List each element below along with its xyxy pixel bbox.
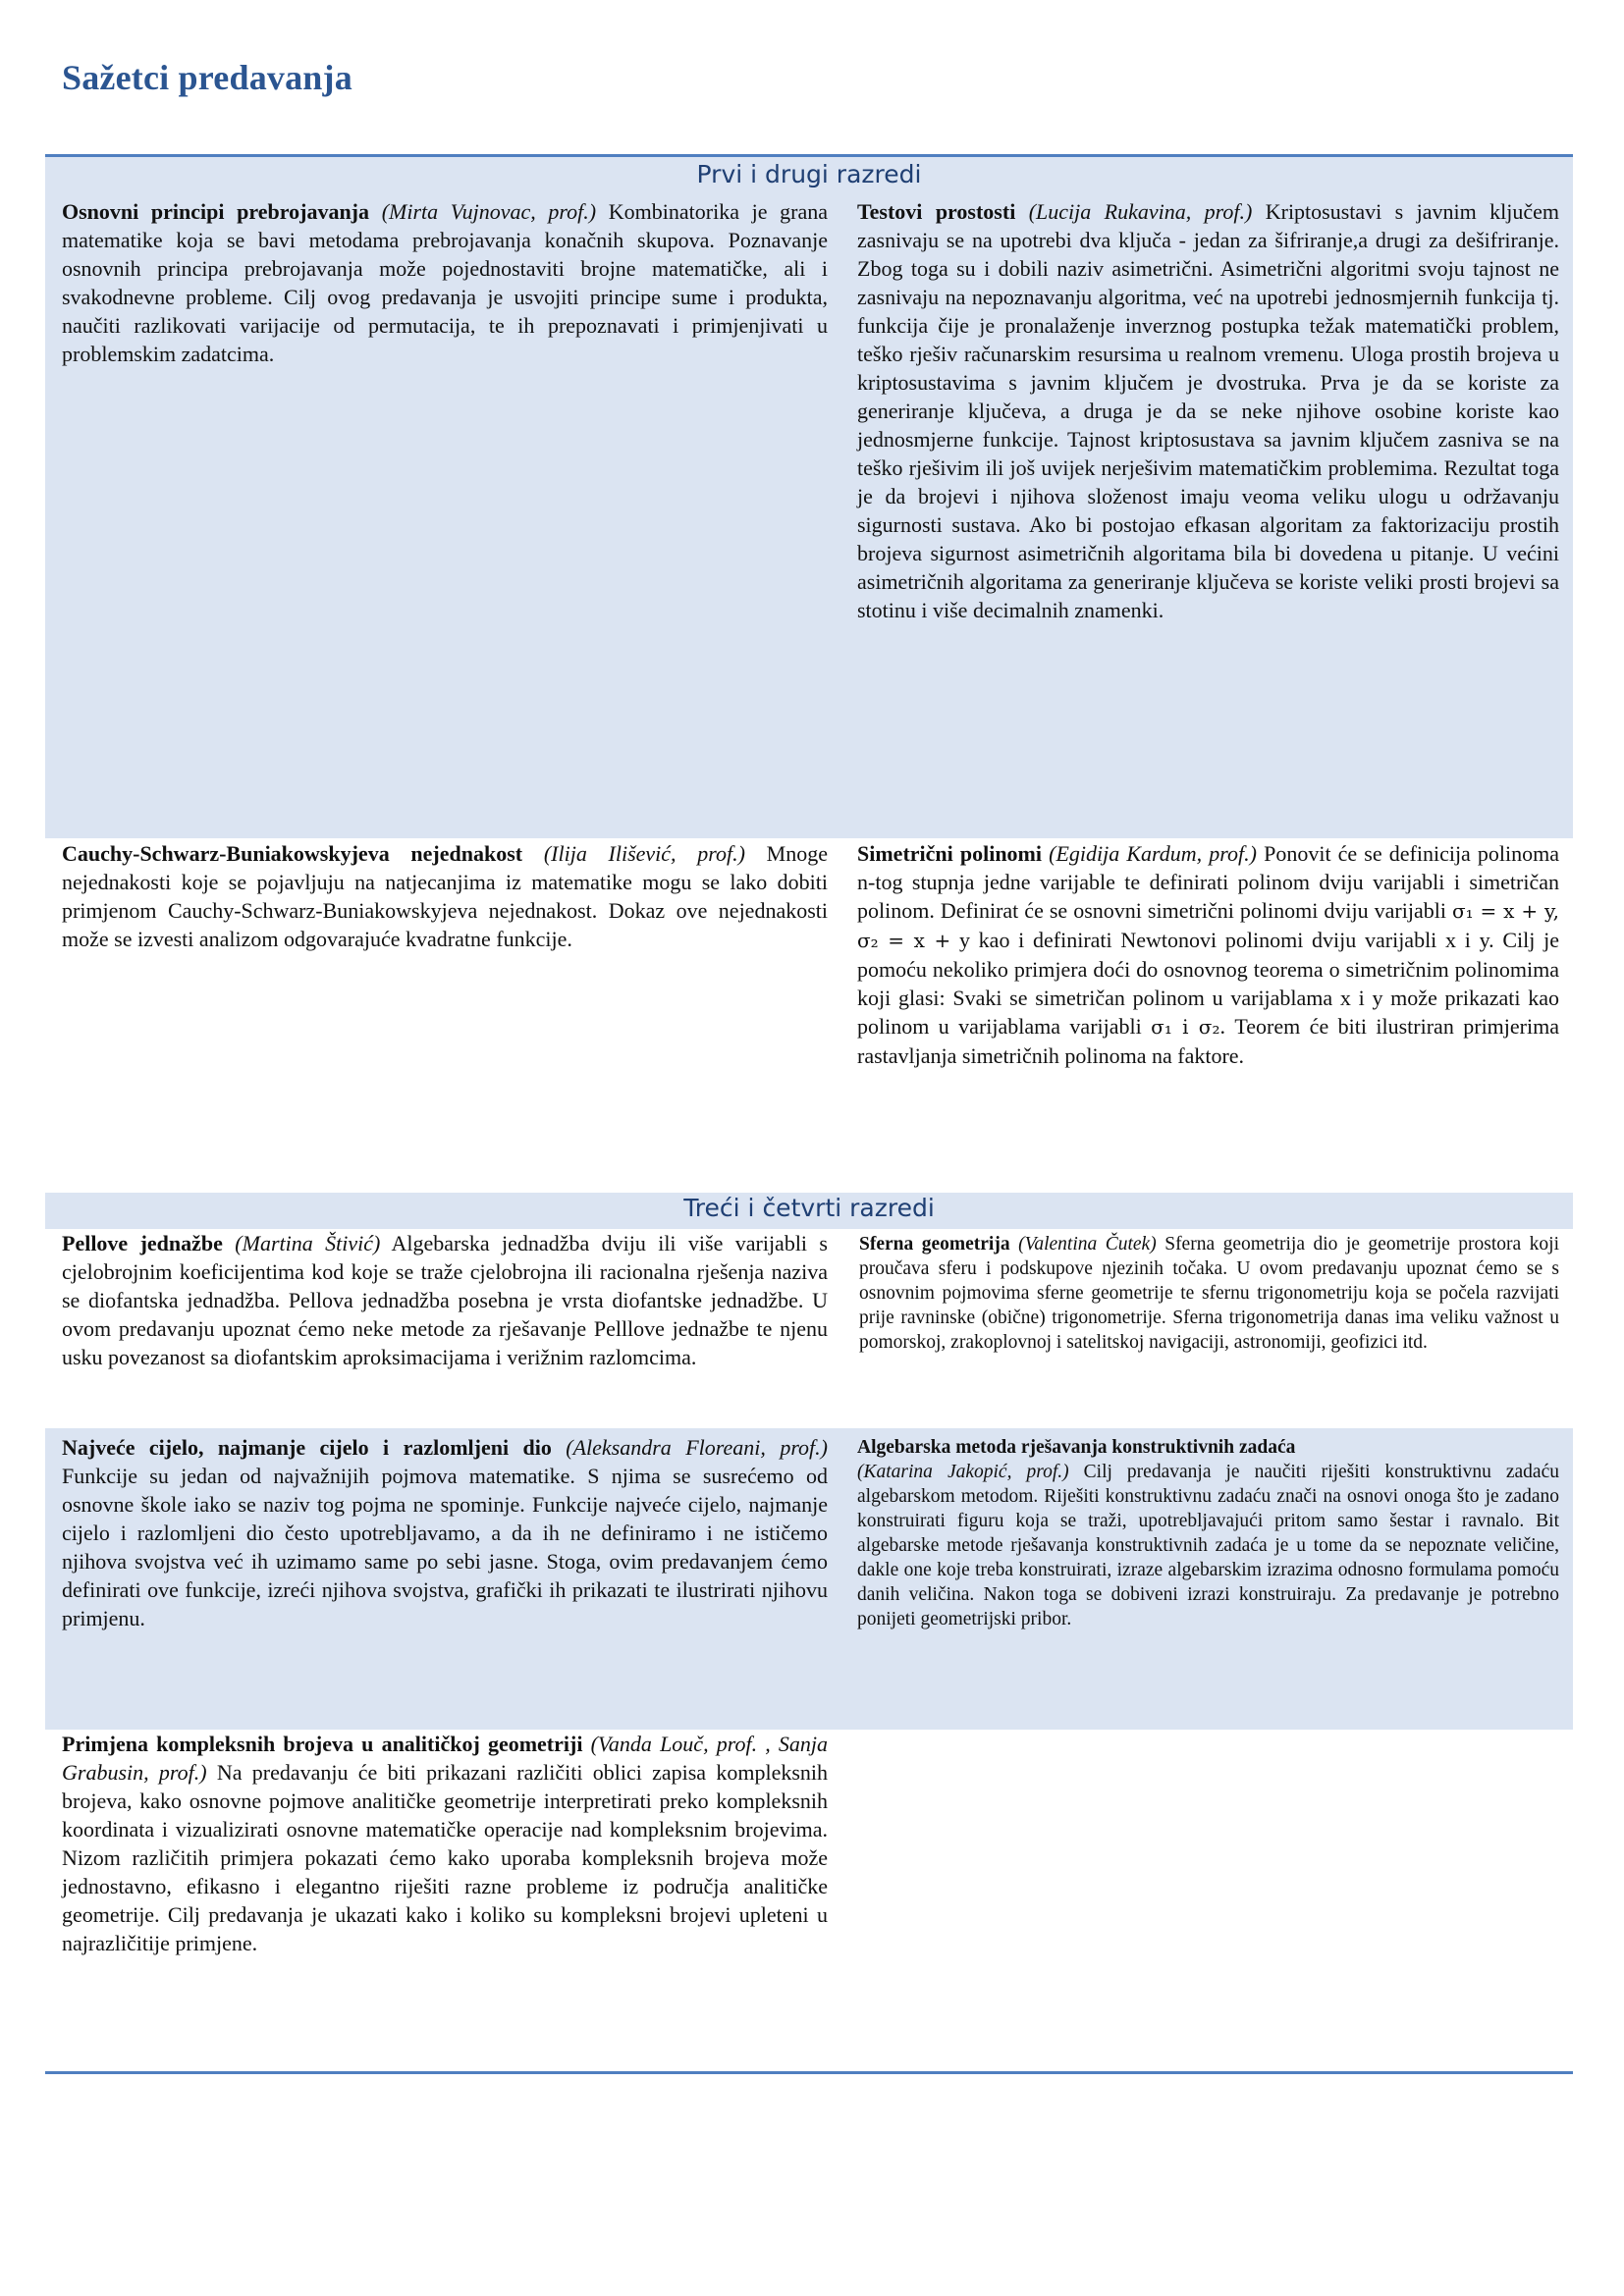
page-title: Sažetci predavanja (62, 58, 352, 97)
section-1-heading: Prvi i drugi razredi (696, 160, 922, 188)
abstract-testovi-prostosti (857, 197, 1559, 624)
abstract-body: Na predavanju će biti prikazani različiti oblici zapisa kompleksnih brojeva, kako osnovne pojmove analitičke geometrije interpretirati preko kompleksnih koordinata i vizualizirati osnovne matematičke operacije nad kompleksnim brojevima. Nizom različitih primjera pokazati ćemo kako uporaba kompleksnih brojeva može jednostavno, efikasno i elegantno riješiti razne probleme iz područja analitičke geometrije. Cilj predavanja je ukazati kako i koliko su kompleksni brojevi upleteni u najrazličitije primjene. (62, 1760, 829, 1955)
abstract-body: Sferna geometrija dio je geometrije prostora koji proučava sferu i podskupove njezinih točaka. U ovom predavanju upoznat ćemo se s osnovnim pojmovima sferne geometrije te sfernu trigonometriju koja se počela razvijati prije ravninske (obične) trigonometrije. Sferna trigonometrija danas ima veliku važnost u pomorskoj, zrakoplovnoj i satelitskoj navigaciji, astronomiji, geofizici itd. (859, 1234, 1560, 1353)
math-expression-2: σ₁ i σ₂ (1151, 1015, 1220, 1039)
abstract-author: (Mirta Vujnovac, prof.) (381, 199, 597, 224)
abstract-body-part-2: y kao i definirati Newtonovi polinomi dviju varijabli x i y. Cilj je pomoću nekoliko primjera doći do osnovnog teorema o simetričnim polinomima koji glasi: Svaki se simetričan polinom u varijablama x i y može prikazati kao polinom u varijablama varijabli (857, 928, 1559, 1039)
abstract-algebarska-metoda (857, 1435, 1559, 1631)
abstract-title: Najveće cijelo, najmanje cijelo i razlomljeni dio (62, 1435, 552, 1460)
abstract-pellove-jednazbe (62, 1229, 828, 1371)
abstract-title: Primjena kompleksnih brojeva u analitičkoj geometriji (62, 1732, 583, 1756)
section-bottom-rule (45, 2071, 1573, 2074)
abstract-author: (Egidija Kardum, prof.) (1049, 841, 1257, 866)
abstract-title: Algebarska metoda rješavanja konstruktivnih zadaća (857, 1437, 1296, 1458)
abstract-body: Kombinatorika je grana matematike koja se bavi metodama prebrojavanja konačnih skupova. Poznavanje osnovnih principa prebrojavanja može pojednostaviti brojne matematičke, ali i svakodnevne probleme. Cilj ovog predavanja je usvojiti principe sume i produkta, naučiti razlikovati varijacije od permutacija, te ih prepoznavati i primjenjivati u problemskim zadatcima. (62, 199, 829, 366)
abstract-body: Funkcije su jedan od najvažnijih pojmova matematike. S njima se susrećemo od osnovne škole iako se naziv tog pojma ne spominje. Funkcije najveće cijelo, najmanje cijelo i razlomljeni dio često upotrebljavamo, a da ih ne definiramo i ne ističemo njihova svojstva već ih uzimamo same po sebi jasne. Stoga, ovim predavanjem ćemo definirati ove funkcije, izreći njihova svojstva, grafički ih prikazati te ilustrirati njihovu primjenu. (62, 1464, 828, 1630)
math-expression-1: σ₁ = x + y, σ₂ = x + (857, 899, 1559, 952)
abstract-author: (Lucija Rukavina, prof.) (1028, 199, 1253, 224)
abstract-body-part-1: Ponovit će se definicija polinoma n-tog stupnja jedne varijable te definirati polinom dviju varijabli i simetričan polinom. Definirat će se osnovni simetrični polinomi dviju varijabli (857, 841, 1560, 923)
abstract-kompleksni-brojevi (62, 1730, 828, 1957)
abstract-osnovni-principi (62, 197, 828, 368)
abstract-title: Pellove jednažbe (62, 1231, 223, 1255)
abstract-author: (Katarina Jakopić, prof.) (857, 1462, 1069, 1482)
abstract-author: (Aleksandra Floreani, prof.) (566, 1435, 828, 1460)
abstract-author: (Martina Štivić) (235, 1231, 381, 1255)
abstract-author: (Vanda Louč, prof. , Sanja Grabusin, prof.) (62, 1732, 829, 1785)
abstract-sferna-geometrija (859, 1232, 1559, 1355)
abstract-author: (Valentina Čutek) (1018, 1234, 1157, 1255)
abstract-simetricni-polinomi (857, 839, 1559, 1070)
section-2-heading: Treći i četvrti razredi (683, 1194, 935, 1222)
abstract-title: Osnovni principi prebrojavanja (62, 199, 370, 224)
abstract-body: Mnoge nejednakosti koje se pojavljuju na natjecanjima iz matematike mogu se lako dobiti primjenom Cauchy-Schwarz-Buniakowskyjeva nejednakost. Dokaz ove nejednakosti može se izvesti analizom odgovarajuće kvadratne funkcije. (62, 841, 828, 951)
abstract-body: Algebarska jednadžba dviju ili više varijabli s cjelobrojnim koeficijentima kod koje se traže cjelobrojna ili racionalna rješenja naziva se diofantska jednadžba. Pellova jednadžba posebna je vrsta diofantske jednadžbe. U ovom predavanju upoznat ćemo neke metode za rješavanje Pelllove jednažbe te njenu usku povezanost sa diofantskim aproksimacijama i verižnim razlomcima. (62, 1231, 828, 1369)
abstract-title: Sferna geometrija (859, 1234, 1010, 1255)
abstract-body-part-3: . Teorem će biti ilustriran primjerima rastavljanja simetričnih polinoma na faktore. (857, 1014, 1559, 1068)
abstract-title: Cauchy-Schwarz-Buniakowskyjeva nejednakost (62, 841, 523, 866)
abstract-body: Cilj predavanja je naučiti riješiti konstruktivnu zadaću algebarskom metodom. Riješiti konstruktivnu zadaću znači na osnovi onoga što je zadano konstruirati figuru koja se traži, upotrebljavajući pritom samo šestar i ravnalo. Bit algebarske metode rješavanja konstruktivnih zadaća je u tome da se nepoznate veličine, dakle one koje treba konstruirati, izraze algebarskim izrazima odnosno formulama pomoću danih veličina. Nakon toga se dobiveni izrazi konstruiraju. Za predavanje je potrebno ponijeti geometrijski pribor. (857, 1462, 1559, 1629)
abstract-title: Simetrični polinomi (857, 841, 1043, 866)
abstract-title: Testovi prostosti (857, 199, 1016, 224)
abstract-najvece-cijelo (62, 1433, 828, 1632)
abstract-cauchy-schwarz (62, 839, 828, 953)
abstract-body: Kriptosustavi s javnim ključem zasnivaju se na upotrebi dva ključa - jedan za šifriranje,a drugi za dešifriranje. Zbog toga su i dobili naziv asimetrični. Asimetrični algoritmi svoju tajnost ne zasnivaju na nepoznavanju algoritma, već na upotrebi jednosmjernih funkcija tj. funkcija čije je pronalaženje inverznog postupka težak matematički problem, teško rješiv računarskim resursima u realnom vremenu. Uloga prostih brojeva u kriptosustavima s javnim ključem je dvostruka. Prva je da se koriste za generiranje ključeva, a druga je da se neke njihove osobine koriste kao jednosmjerne funkcije. Tajnost kriptosustava sa javnim ključem zasniva se na teško rješivim ili još uvijek nerješivim matematičkim problemima. Rezultat toga je da brojevi i njihova složenost imaju veoma veliku ulogu u održavanju sigurnosti sustava. Ako bi postojao efkasan algoritam za faktorizaciju prostih brojeva sigurnost asimetričnih algoritama bila bi dovedena u pitanje. U većini asimetričnih algoritama za generiranje ključeva se koriste veliki prosti brojevi sa stotinu i više decimalnih znamenki. (857, 199, 1559, 622)
abstract-author: (Ilija Ilišević, prof.) (543, 841, 745, 866)
